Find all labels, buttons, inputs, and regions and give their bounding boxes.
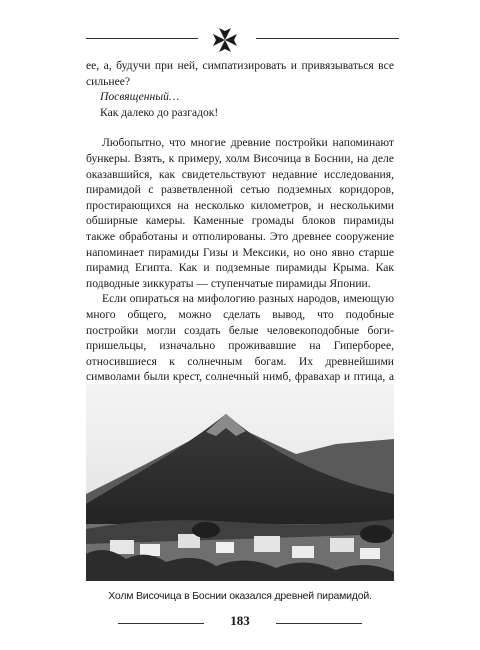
dialog-line-initiate: Посвященный… — [100, 90, 180, 104]
body-text — [86, 58, 394, 400]
footer-rule-right — [276, 623, 362, 624]
paragraph-bunkers: Любопытно, что многие древние постройки напоминают бункеры. Взять, к примеру, холм Височица в Боснии, на деле оказавшийся, как свидетельствуют недавние исследования, пирамидой с разветвленной сетью подземных коридоров, простирающихся на несколько километров, и несколькими обширные камеры. Каменные громады блоков пирамиды также обработаны и отполированы. Это древнее сооружение напоминает пирамиды Гизы и Мексики, но оно явно старше пирамид Египта. Как и подземные пирамиды Крыма. Как подводные зиккураты — ступенчатые пирамиды Японии. — [86, 136, 394, 290]
photo-caption: Холм Височица в Боснии оказался древней пирамидой. — [108, 590, 372, 602]
pyramid-hill-photo — [86, 384, 394, 581]
paragraph-mythology: Если опираться на мифологию разных народов, имеющую много общего, можно сделать вывод, что подобные постройки могли создать белые человекоподобные боги-пришельцы, изначально проживавшие на Гиперборее, относившиеся к солнечным богам. Их древнейшими символами были крест, солнечный нимб, фравахар и птица, а — [86, 292, 394, 384]
footer-rule-left — [118, 623, 204, 624]
paragraph-continuation: ее, а, будучи при ней, симпатизировать и привязываться все сильнее? — [86, 59, 394, 88]
maltese-cross-icon — [210, 25, 240, 55]
dialog-line-answer: Как далеко до разгадок! — [100, 105, 219, 119]
header-rule-right — [256, 38, 399, 39]
pyramid-hill-illustration — [86, 384, 394, 581]
page-number: 183 — [230, 613, 250, 628]
header-rule-left — [86, 38, 198, 39]
